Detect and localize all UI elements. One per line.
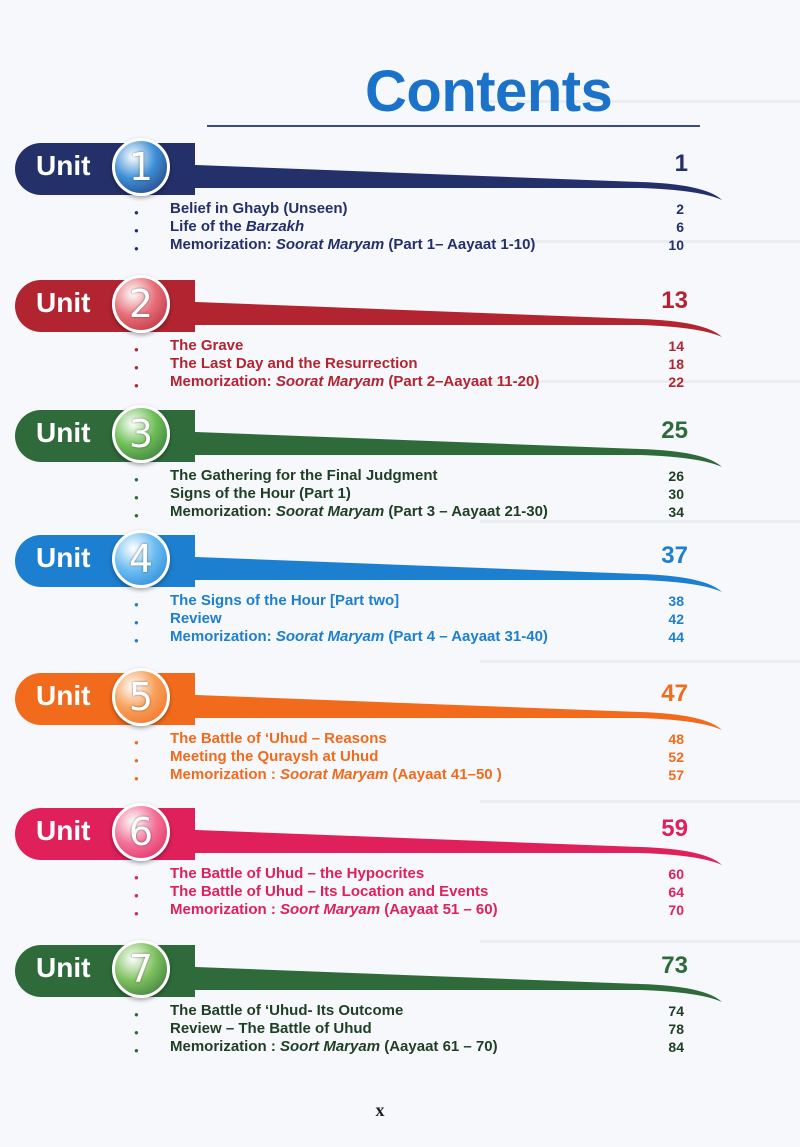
toc-entry-title [170,503,548,520]
toc-entry[interactable] [0,200,800,220]
toc-entry-title-italic: Barzakh [245,218,305,235]
unit-6-section [0,803,800,923]
unit-4-number-circle: 4 [112,530,170,588]
toc-entry-title: Signs of the Hour (Part 1) [170,485,351,502]
toc-entry[interactable] [0,1020,800,1040]
toc-entry-page-number: 64 [668,884,684,900]
unit-1-section [0,138,800,258]
toc-entry-page-number: 74 [668,1003,684,1019]
toc-entry-title: The Battle of ‘Uhud- Its Outcome [170,1002,404,1019]
toc-entry-page-number: 52 [668,749,684,765]
toc-entry-title: Review – The Battle of Uhud [170,1020,372,1037]
toc-entry-title-prefix: Life of the [170,218,246,235]
toc-entry-title [170,1038,498,1055]
bullet-icon: ● [134,345,139,354]
unit-3-number-circle: 3 [112,405,170,463]
bullet-icon: ● [134,756,139,765]
toc-entry[interactable] [0,730,800,750]
bullet-icon: ● [134,363,139,372]
unit-2-swoosh-path [160,301,722,337]
unit-1-label: Unit [36,150,91,181]
unit-7-swoosh-path [160,966,722,1002]
toc-entry-title: The Gathering for the Final Judgment [170,467,438,484]
toc-entry[interactable] [0,503,800,523]
toc-entry-title-prefix: Memorization : [170,901,281,918]
title-underline [207,125,700,127]
toc-entry-title-suffix: (Aayaat 51 – 60) [380,901,498,918]
unit-1-number-circle: 1 [112,138,170,196]
unit-1-swoosh-path [160,164,722,200]
toc-entry-page-number: 42 [668,611,684,627]
toc-entry-title: The Battle of ‘Uhud – Reasons [170,730,387,747]
toc-entry-title-suffix: (Part 1– Aayaat 1-10) [384,236,536,253]
toc-entry-title [170,373,539,390]
toc-entry-title [170,218,304,235]
unit-5-swoosh-path [160,694,722,730]
bullet-icon: ● [134,493,139,502]
toc-entry-title: The Battle of Uhud – the Hypocrites [170,865,425,882]
toc-entry-page-number: 57 [668,767,684,783]
toc-entry-page-number: 6 [676,219,684,235]
unit-6-number-circle: 6 [112,803,170,861]
unit-7-number-circle: 7 [112,940,170,998]
toc-entry-title-prefix: Memorization : [170,1038,281,1055]
toc-entry-title: The Signs of the Hour [Part two] [170,592,400,609]
toc-entry-page-number: 60 [668,866,684,882]
unit-7-page-number: 73 [661,952,688,979]
toc-entry[interactable] [0,748,800,768]
toc-entry-title-italic: Soorat Maryam [275,503,385,520]
toc-entry-title [170,901,498,918]
bullet-icon: ● [134,511,139,520]
unit-4-label: Unit [36,542,91,573]
toc-entry-title-prefix: Memorization: [170,373,276,390]
unit-5-number-circle: 5 [112,668,170,726]
toc-entry[interactable] [0,766,800,786]
unit-4-page-number: 37 [661,542,688,569]
bullet-icon: ● [134,244,139,253]
bullet-icon: ● [134,618,139,627]
toc-entry-page-number: 10 [668,237,684,253]
toc-entry[interactable] [0,218,800,238]
toc-entry-title: The Last Day and the Resurrection [170,355,418,372]
bullet-icon: ● [134,600,139,609]
unit-5-label: Unit [36,680,91,711]
toc-entry-title: Meeting the Quraysh at Uhud [170,748,379,765]
bullet-icon: ● [134,774,139,783]
toc-entry-page-number: 44 [668,629,684,645]
toc-entry-title [170,628,548,645]
toc-entry-title-italic: Soorat Maryam [275,628,385,645]
toc-entry-title-suffix: (Aayaat 61 – 70) [380,1038,498,1055]
unit-2-number-circle: 2 [112,275,170,333]
toc-entry-title: The Grave [170,337,244,354]
toc-entry-page-number: 38 [668,593,684,609]
toc-entry-title-suffix: (Part 2–Aayaat 11-20) [384,373,540,390]
toc-entry-title-italic: Soort Maryam [280,901,381,918]
unit-4-swoosh-path [160,556,722,592]
bullet-icon: ● [134,1046,139,1055]
toc-entry-page-number: 2 [676,201,684,217]
toc-entry[interactable] [0,467,800,487]
unit-5-page-number: 47 [661,680,688,707]
toc-entry-page-number: 78 [668,1021,684,1037]
toc-entry-title-suffix: (Part 3 – Aayaat 21-30) [384,503,548,520]
toc-entry-title-suffix: (Aayaat 41–50 ) [388,766,502,783]
toc-entry-title-italic: Soorat Maryam [275,236,385,253]
page-title: Contents [365,59,613,124]
unit-6-swoosh-path [160,829,722,865]
bullet-icon: ● [134,1010,139,1019]
bullet-icon: ● [134,891,139,900]
toc-entry-page-number: 22 [668,374,684,390]
bullet-icon: ● [134,1028,139,1037]
toc-entry-page-number: 26 [668,468,684,484]
toc-entry[interactable] [0,628,800,648]
toc-entry[interactable] [0,337,800,357]
bullet-icon: ● [134,738,139,747]
unit-7-section [0,940,800,1060]
toc-entry-title-italic: Soort Maryam [280,1038,381,1055]
toc-entry[interactable] [0,883,800,903]
unit-2-page-number: 13 [661,287,688,314]
bullet-icon: ● [134,381,139,390]
toc-entry-title: The Battle of Uhud – Its Location and Events [170,883,489,900]
toc-entry-title [170,236,535,253]
bullet-icon: ● [134,909,139,918]
toc-entry-title: Belief in Ghayb (Unseen) [170,200,348,217]
toc-entry-title-prefix: Memorization : [170,766,281,783]
toc-entry[interactable] [0,236,800,256]
toc-entry-page-number: 84 [668,1039,684,1055]
toc-entry[interactable] [0,355,800,375]
toc-entry-title-prefix: Memorization: [170,236,276,253]
unit-3-page-number: 25 [661,417,688,444]
bullet-icon: ● [134,208,139,217]
unit-3-swoosh-path [160,431,722,467]
unit-7-label: Unit [36,952,91,983]
bullet-icon: ● [134,636,139,645]
unit-1-page-number: 1 [674,150,688,177]
toc-entry-page-number: 70 [668,902,684,918]
bullet-icon: ● [134,226,139,235]
unit-5-section [0,668,800,788]
unit-6-page-number: 59 [661,815,688,842]
bullet-icon: ● [134,873,139,882]
unit-4-section [0,530,800,650]
toc-entry-page-number: 18 [668,356,684,372]
unit-3-label: Unit [36,417,91,448]
toc-entry[interactable] [0,1038,800,1058]
bullet-icon: ● [134,475,139,484]
toc-entry[interactable] [0,901,800,921]
unit-2-label: Unit [36,287,91,318]
toc-entry-title-prefix: Memorization: [170,503,276,520]
toc-entry[interactable] [0,610,800,630]
page-footer-number: x [375,1100,385,1120]
toc-entry[interactable] [0,373,800,393]
toc-entry[interactable] [0,485,800,505]
toc-entry[interactable] [0,865,800,885]
toc-entry-title-suffix: (Part 4 – Aayaat 31-40) [384,628,548,645]
toc-entry-title-prefix: Memorization: [170,628,276,645]
toc-entry[interactable] [0,1002,800,1022]
unit-2-section [0,275,800,395]
toc-entry-page-number: 48 [668,731,684,747]
toc-entry[interactable] [0,592,800,612]
unit-3-section [0,405,800,525]
toc-entry-page-number: 14 [668,338,684,354]
toc-entry-title-italic: Soorat Maryam [275,373,385,390]
toc-entry-title-italic: Soorat Maryam [280,766,389,783]
toc-entry-title: Review [170,610,222,627]
toc-entry-page-number: 30 [668,486,684,502]
unit-6-label: Unit [36,815,91,846]
toc-entry-page-number: 34 [668,504,684,520]
toc-entry-title [170,766,502,783]
